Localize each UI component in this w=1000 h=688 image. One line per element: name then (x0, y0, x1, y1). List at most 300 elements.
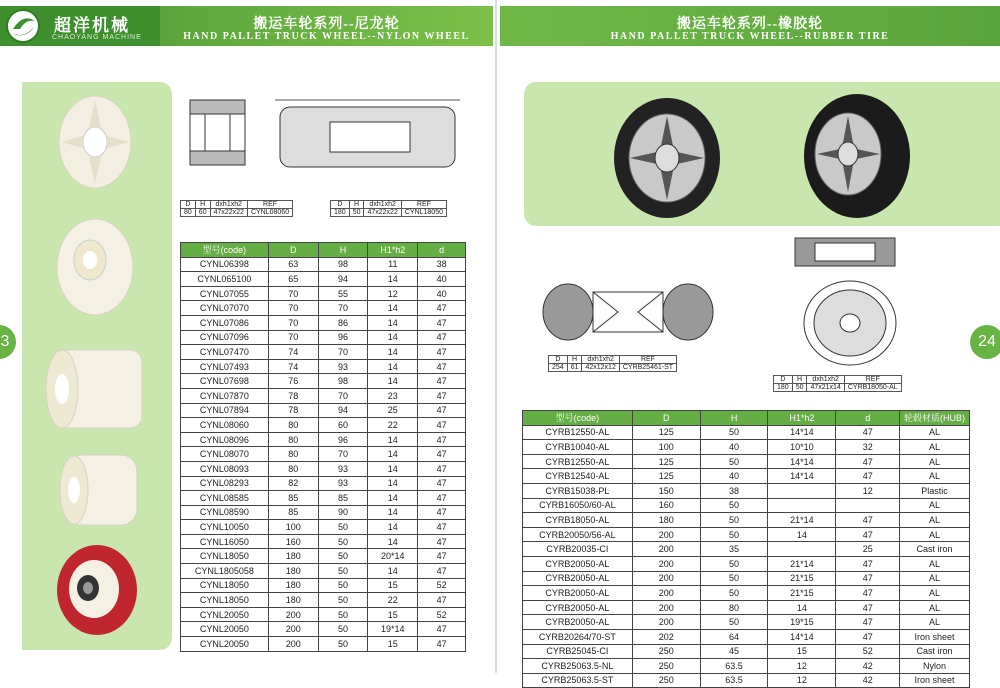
table-cell: 80 (268, 447, 318, 462)
table-row (523, 629, 970, 644)
table-cell: AL (900, 498, 970, 513)
table-row (523, 513, 970, 528)
table-cell: 40 (418, 286, 466, 301)
rubber-wheel-front-image (612, 96, 722, 221)
table-cell: 42 (836, 659, 900, 674)
table-cell: 47 (836, 629, 900, 644)
table-row (523, 600, 970, 615)
table-cell: CYNL08096 (181, 432, 269, 447)
nylon-wheel-section-drawing-1 (180, 92, 260, 182)
table-cell: 64 (700, 629, 768, 644)
table-row (523, 454, 970, 469)
table-cell: 47 (418, 447, 466, 462)
table-cell: 200 (632, 586, 700, 601)
table-row (181, 286, 466, 301)
table-cell: 86 (318, 315, 368, 330)
nylon-roller-image (42, 345, 152, 435)
table-cell: CYRB12550-AL (523, 454, 633, 469)
table-cell: CYNL08590 (181, 505, 269, 520)
table-cell: AL (900, 440, 970, 455)
table-cell: 38 (418, 257, 466, 272)
table-cell: 45 (700, 644, 768, 659)
table-cell: 80 (268, 461, 318, 476)
table-row (181, 315, 466, 330)
table-cell: 47 (836, 425, 900, 440)
table-cell: CYNL07055 (181, 286, 269, 301)
table-cell: 85 (318, 491, 368, 506)
table-cell: CYNL06398 (181, 257, 269, 272)
nylon-ref-table-1: D H dxh1xh2 REF 80 60 47x22x22 CYNL08060 (180, 200, 293, 217)
table-row (181, 593, 466, 608)
table-cell: 52 (836, 644, 900, 659)
table-cell: CYRB16050/60-AL (523, 498, 633, 513)
table-cell: CYNL08093 (181, 461, 269, 476)
col-code: 型号(code) (181, 243, 269, 258)
table-cell (768, 542, 836, 557)
table-cell: 11 (368, 257, 418, 272)
table-cell: 47 (418, 330, 466, 345)
table-cell: 14 (368, 564, 418, 579)
table-cell: 14 (368, 534, 418, 549)
table-cell: 180 (632, 513, 700, 528)
table-cell: CYRB20050/56-AL (523, 527, 633, 542)
table-cell: 15 (368, 607, 418, 622)
table-cell: 14 (368, 345, 418, 360)
table-cell: CYNL065100 (181, 272, 269, 287)
nylon-ref-table-2: D H dxh1xh2 REF 180 50 47x22x22 CYNL18050 (330, 200, 447, 217)
table-row (523, 440, 970, 455)
table-cell: 47 (418, 388, 466, 403)
table-cell: 14 (768, 527, 836, 542)
table-cell: AL (900, 556, 970, 571)
rubber-ref-table-1: D H dxh1xh2 REF 254 61 42x12x12 CYRB25461-ST (548, 355, 677, 372)
table-cell: 22 (368, 418, 418, 433)
table-cell: 202 (632, 629, 700, 644)
table-cell: 50 (318, 549, 368, 564)
table-row (181, 622, 466, 637)
table-cell: CYRB20050-AL (523, 556, 633, 571)
brand-logo (0, 6, 160, 46)
table-cell: CYNL07470 (181, 345, 269, 360)
table-cell (836, 498, 900, 513)
table-cell: 150 (632, 483, 700, 498)
table-cell: 14 (768, 600, 836, 615)
table-cell: 35 (700, 542, 768, 557)
table-cell: 63 (268, 257, 318, 272)
table-cell: 32 (836, 440, 900, 455)
table-cell: 40 (700, 469, 768, 484)
table-cell: 14 (368, 491, 418, 506)
table-cell: 70 (318, 447, 368, 462)
table-cell: 70 (268, 330, 318, 345)
table-cell: 47 (836, 556, 900, 571)
table-row (523, 425, 970, 440)
table-cell: 70 (268, 301, 318, 316)
table-cell: 180 (268, 593, 318, 608)
table-row (181, 388, 466, 403)
rubber-wheel-section-drawing-2 (790, 233, 900, 273)
table-cell: CYNL07086 (181, 315, 269, 330)
table-cell: 94 (318, 403, 368, 418)
table-cell: 180 (268, 564, 318, 579)
table-cell: 14 (368, 272, 418, 287)
table-cell: CYRB20050-AL (523, 571, 633, 586)
table-cell: 47 (836, 600, 900, 615)
table-cell: 14*14 (768, 469, 836, 484)
table-row (523, 673, 970, 688)
table-cell: 14 (368, 330, 418, 345)
table-cell: CYNL08293 (181, 476, 269, 491)
table-row (181, 257, 466, 272)
table-cell: 80 (700, 600, 768, 615)
table-cell: 12 (836, 483, 900, 498)
table-cell: 14 (368, 315, 418, 330)
table-cell: 50 (700, 527, 768, 542)
table-cell: CYRB20050-AL (523, 586, 633, 601)
table-cell: CYNL10050 (181, 520, 269, 535)
table-row (523, 586, 970, 601)
table-cell: 47 (418, 403, 466, 418)
table-row (523, 469, 970, 484)
rubber-ref-table-2: D H dxh1xh2 REF 180 50 47x21x14 CYRB18050-AL (773, 375, 902, 392)
left-header (160, 6, 493, 46)
table-cell: 47 (418, 315, 466, 330)
table-cell: Cast iron (900, 644, 970, 659)
table-cell: 70 (268, 286, 318, 301)
table-row (181, 359, 466, 374)
col-code: 型号(code) (523, 411, 633, 426)
table-row (181, 491, 466, 506)
table-cell: 47 (836, 571, 900, 586)
table-cell: 19*15 (768, 615, 836, 630)
logo-name-en: CHAOYANG MACHINE (52, 34, 142, 41)
table-cell: CYNL07698 (181, 374, 269, 389)
table-cell: 96 (318, 330, 368, 345)
table-row (181, 549, 466, 564)
table-cell: 38 (700, 483, 768, 498)
table-cell: 50 (700, 454, 768, 469)
table-cell: AL (900, 586, 970, 601)
table-cell: 14*14 (768, 454, 836, 469)
table-cell: 93 (318, 359, 368, 374)
table-cell: 47 (418, 476, 466, 491)
left-title-en: HAND PALLET TRUCK WHEEL--NYLON WHEEL (183, 31, 470, 42)
table-cell: 47 (418, 593, 466, 608)
table-cell: 47 (418, 374, 466, 389)
table-cell: 50 (318, 622, 368, 637)
right-title-en: HAND PALLET TRUCK WHEEL--RUBBER TIRE (610, 31, 890, 42)
table-cell: 47 (418, 534, 466, 549)
table-cell: 200 (632, 556, 700, 571)
table-cell: 14 (368, 447, 418, 462)
table-cell: CYNL07870 (181, 388, 269, 403)
table-cell: 76 (268, 374, 318, 389)
table-row (181, 564, 466, 579)
table-cell: 50 (700, 556, 768, 571)
table-cell: 180 (268, 549, 318, 564)
table-cell: 47 (418, 461, 466, 476)
table-cell: 200 (632, 600, 700, 615)
rubber-wheel-photo-panel (524, 82, 1000, 226)
table-cell: 19*14 (368, 622, 418, 637)
right-header (500, 6, 1000, 46)
table-cell: 14 (368, 461, 418, 476)
table-cell: 50 (700, 571, 768, 586)
table-cell: CYRB25063.5-NL (523, 659, 633, 674)
table-cell: 50 (700, 425, 768, 440)
col-h1h2: H1*h2 (368, 243, 418, 258)
col-d-inner: d (836, 411, 900, 426)
table-cell: 200 (268, 637, 318, 652)
table-cell: 250 (632, 659, 700, 674)
table-cell: AL (900, 454, 970, 469)
table-cell: 70 (318, 301, 368, 316)
nylon-wheel-spoked-image (55, 92, 135, 192)
table-cell: CYRB20050-AL (523, 600, 633, 615)
table-cell: CYNL08070 (181, 447, 269, 462)
rubber-wheel-angle-image (800, 92, 910, 222)
table-cell: 94 (318, 272, 368, 287)
table-cell: Cast iron (900, 542, 970, 557)
table-cell: 70 (318, 345, 368, 360)
table-cell: 47 (418, 637, 466, 652)
table-cell: 47 (418, 505, 466, 520)
table-cell: 85 (268, 505, 318, 520)
table-cell: 50 (700, 513, 768, 528)
table-cell: 21*14 (768, 513, 836, 528)
table-row (181, 637, 466, 652)
table-cell: 55 (318, 286, 368, 301)
table-cell: 63.5 (700, 673, 768, 688)
table-cell (768, 483, 836, 498)
table-cell: 250 (632, 644, 700, 659)
table-cell: 125 (632, 454, 700, 469)
table-cell: 78 (268, 388, 318, 403)
table-row (181, 432, 466, 447)
table-cell: 14 (368, 301, 418, 316)
table-cell: CYRB12550-AL (523, 425, 633, 440)
table-cell: 93 (318, 461, 368, 476)
table-cell: 15 (368, 637, 418, 652)
table-row (181, 403, 466, 418)
table-cell: 50 (318, 534, 368, 549)
table-cell: 15 (368, 578, 418, 593)
table-row (523, 527, 970, 542)
table-row (181, 345, 466, 360)
table-cell (768, 498, 836, 513)
table-cell: CYRB25063.5-ST (523, 673, 633, 688)
table-row (523, 659, 970, 674)
table-cell: CYRB15038-PL (523, 483, 633, 498)
table-cell: 50 (318, 578, 368, 593)
table-cell: 52 (418, 607, 466, 622)
table-cell: 23 (368, 388, 418, 403)
table-cell: CYNL07096 (181, 330, 269, 345)
table-row (181, 476, 466, 491)
table-cell: 50 (318, 607, 368, 622)
table-row (181, 534, 466, 549)
table-cell: CYRB20035-CI (523, 542, 633, 557)
table-cell: 200 (632, 542, 700, 557)
table-cell: 50 (318, 564, 368, 579)
table-cell: 47 (418, 549, 466, 564)
table-cell: 14 (368, 476, 418, 491)
table-cell: CYNL20050 (181, 637, 269, 652)
table-cell: 10*10 (768, 440, 836, 455)
table-cell: CYNL1805058 (181, 564, 269, 579)
table-cell: 47 (418, 491, 466, 506)
table-cell: 47 (418, 564, 466, 579)
table-cell: 42 (836, 673, 900, 688)
table-cell: AL (900, 600, 970, 615)
table-cell: 50 (700, 586, 768, 601)
table-cell: 14*14 (768, 629, 836, 644)
pu-red-wheel-image (52, 543, 142, 638)
table-cell: CYNL20050 (181, 607, 269, 622)
table-cell: 12 (768, 659, 836, 674)
logo-name-cn: 超洋机械 (54, 16, 130, 35)
table-cell: CYRB18050-AL (523, 513, 633, 528)
table-cell: CYNL20050 (181, 622, 269, 637)
right-title-cn: 搬运车轮系列--橡胶轮 (676, 17, 824, 32)
table-cell: 74 (268, 345, 318, 360)
table-cell: 21*15 (768, 586, 836, 601)
table-cell: 47 (418, 520, 466, 535)
table-cell: CYRB20264/70-ST (523, 629, 633, 644)
table-cell: 14 (368, 520, 418, 535)
table-cell: 74 (268, 359, 318, 374)
nylon-wheel-solid-image (50, 215, 135, 320)
table-cell: CYNL18050 (181, 549, 269, 564)
table-row (181, 578, 466, 593)
table-cell: 70 (268, 315, 318, 330)
table-cell: 12 (368, 286, 418, 301)
nylon-wheel-spec-table (180, 242, 466, 652)
table-cell: 85 (268, 491, 318, 506)
table-cell: CYNL07493 (181, 359, 269, 374)
table-cell: CYRB10040-AL (523, 440, 633, 455)
table-cell: 250 (632, 673, 700, 688)
table-row (523, 483, 970, 498)
table-cell: CYNL16050 (181, 534, 269, 549)
table-cell: 160 (632, 498, 700, 513)
col-d-outer: D (268, 243, 318, 258)
table-cell: CYNL18050 (181, 578, 269, 593)
table-cell: 21*14 (768, 556, 836, 571)
table-row (181, 447, 466, 462)
table-row (181, 330, 466, 345)
page-number-left: 3 (0, 325, 16, 359)
table-cell: 21*15 (768, 571, 836, 586)
table-cell: 98 (318, 257, 368, 272)
table-cell: 200 (632, 571, 700, 586)
table-cell: 200 (268, 607, 318, 622)
col-d-inner: d (418, 243, 466, 258)
table-cell: AL (900, 615, 970, 630)
table-cell: 50 (700, 615, 768, 630)
table-cell: 47 (836, 527, 900, 542)
table-cell: 47 (418, 359, 466, 374)
table-cell: 50 (700, 498, 768, 513)
table-cell: CYRB12540-AL (523, 469, 633, 484)
table-cell: 93 (318, 476, 368, 491)
table-cell: 14*14 (768, 425, 836, 440)
table-cell: 125 (632, 469, 700, 484)
table-cell: AL (900, 571, 970, 586)
table-cell: 47 (418, 301, 466, 316)
table-cell: 50 (318, 593, 368, 608)
table-cell: CYNL08585 (181, 491, 269, 506)
table-row (523, 498, 970, 513)
table-cell: CYNL07070 (181, 301, 269, 316)
table-cell: Iron sheet (900, 673, 970, 688)
table-cell: 100 (268, 520, 318, 535)
table-cell: 22 (368, 593, 418, 608)
table-cell: 80 (268, 432, 318, 447)
table-cell: 47 (836, 469, 900, 484)
table-cell: CYNL07894 (181, 403, 269, 418)
table-cell: 12 (768, 673, 836, 688)
table-cell: CYRB25045-CI (523, 644, 633, 659)
table-cell: 14 (368, 505, 418, 520)
table-cell: 25 (368, 403, 418, 418)
col-h: H (700, 411, 768, 426)
table-cell: CYNL18050 (181, 593, 269, 608)
table-cell: 47 (418, 418, 466, 433)
nylon-roller-small-image (52, 450, 142, 530)
col-hub-material: 轮毂材质(HUB) (900, 411, 970, 426)
table-cell: 47 (418, 622, 466, 637)
table-row (181, 418, 466, 433)
table-cell: 80 (268, 418, 318, 433)
table-cell: 40 (418, 272, 466, 287)
table-cell: AL (900, 469, 970, 484)
table-cell: 70 (318, 388, 368, 403)
nylon-wheel-section-drawing-2 (270, 92, 470, 182)
table-cell: 50 (318, 637, 368, 652)
rubber-wheel-front-drawing (800, 278, 900, 368)
table-row (181, 272, 466, 287)
table-cell: CYRB20050-AL (523, 615, 633, 630)
table-cell: 52 (418, 578, 466, 593)
table-cell: 40 (700, 440, 768, 455)
table-cell: 200 (632, 527, 700, 542)
page-divider (495, 0, 497, 673)
page-number-right: 24 (970, 325, 1000, 359)
table-row (523, 542, 970, 557)
table-cell: 50 (318, 520, 368, 535)
table-cell: 65 (268, 272, 318, 287)
table-row (181, 607, 466, 622)
table-cell: 25 (836, 542, 900, 557)
table-cell: 78 (268, 403, 318, 418)
table-cell: 14 (368, 432, 418, 447)
table-cell: AL (900, 527, 970, 542)
table-cell: 14 (368, 359, 418, 374)
table-cell: 14 (368, 374, 418, 389)
col-d-outer: D (632, 411, 700, 426)
table-cell: Iron sheet (900, 629, 970, 644)
table-cell: 180 (268, 578, 318, 593)
table-row (523, 644, 970, 659)
rubber-wheel-spec-table (522, 410, 970, 688)
logo-mark-icon (6, 9, 40, 43)
table-cell: 47 (418, 432, 466, 447)
table-cell: 47 (836, 615, 900, 630)
table-cell: 200 (632, 615, 700, 630)
table-cell: 90 (318, 505, 368, 520)
table-cell: 47 (836, 454, 900, 469)
